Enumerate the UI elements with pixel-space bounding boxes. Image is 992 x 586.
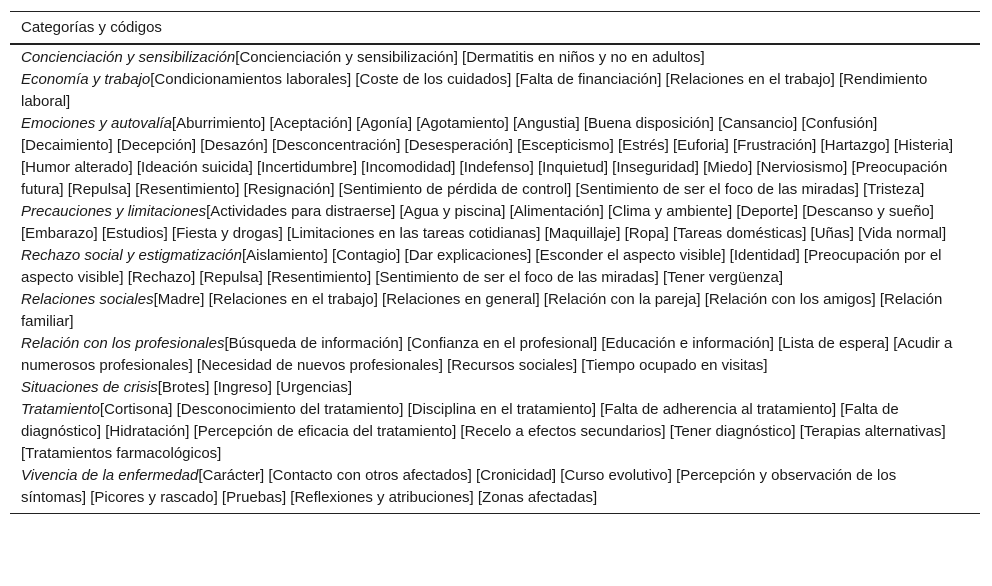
category-codes: [Concienciación y sensibilización] [Dermatitis en niños y no en adultos] (235, 49, 705, 66)
category-codes: [Aislamiento] [Contagio] [Dar explicaciones] [Esconder el aspecto visible] [Identidad] [Preocupación por el aspecto visible] [Rechazo] [Repulsa] [Resentimiento] [Sentimiento de ser el foco de las miradas] [Tener vergüenza] (21, 247, 942, 286)
table-row (10, 377, 980, 399)
table-row (10, 333, 980, 377)
table-row (10, 47, 980, 69)
category-name: Tratamiento (21, 401, 100, 418)
table-header: Categorías y códigos (10, 12, 980, 45)
categories-table (10, 11, 980, 514)
category-codes: [Carácter] [Contacto con otros afectados] [Cronicidad] [Curso evolutivo] [Percepción y observación de los síntomas] [Picores y rascado] [Pruebas] [Reflexiones y atribuciones] [Zonas afectadas] (21, 467, 897, 506)
category-codes: [Cortisona] [Desconocimiento del tratamiento] [Disciplina en el tratamiento] [Falta de adherencia al tratamiento] [Falta de diagnóstico] [Hidratación] [Percepción de eficacia del tratamiento] [Recelo a efectos secundarios] [Tener diagnóstico] [Terapias alternativas] [Tratamientos farmacológicos] (21, 401, 946, 462)
category-name: Relación con los profesionales (21, 335, 225, 352)
category-name: Vivencia de la enfermedad (21, 467, 199, 484)
category-codes: [Madre] [Relaciones en el trabajo] [Relaciones en general] [Relación con la pareja] [Relación con los amigos] [Relación familiar] (21, 291, 943, 330)
category-codes: [Búsqueda de información] [Confianza en el profesional] [Educación e información] [Lista de espera] [Acudir a numerosos profesionales] [Necesidad de nuevos profesionales] [Recursos sociales] [Tiempo ocupado en visitas] (21, 335, 953, 374)
category-name: Rechazo social y estigmatización (21, 247, 242, 264)
category-codes: [Condicionamientos laborales] [Coste de los cuidados] [Falta de financiación] [Relaciones en el trabajo] [Rendimiento laboral] (21, 71, 928, 110)
category-name: Concienciación y sensibilización (21, 49, 236, 66)
category-name: Precauciones y limitaciones (21, 203, 207, 220)
table-row (10, 69, 980, 113)
table-row (10, 399, 980, 465)
table-row (10, 201, 980, 245)
category-name: Emociones y autovalía (21, 115, 172, 132)
category-codes: [Aburrimiento] [Aceptación] [Agonía] [Agotamiento] [Angustia] [Buena disposición] [Cansancio] [Confusión] [Decaimiento] [Decepción] [Desazón] [Desconcentración] [Desesperación] [Escepticismo] [Estrés] [Euforia] [Frustración] [Hartazgo] [Histeria] [Humor alterado] [Ideación suicida] [Incertidumbre] [Incomodidad] [Indefenso] [Inquietud] [Inseguridad] [Miedo] [Nerviosismo] [Preocupación futura] [Repulsa] [Resentimiento] [Resignación] [Sentimiento de pérdida de control] [Sentimiento de ser el foco de las miradas] [Tristeza] (21, 115, 954, 198)
category-name: Economía y trabajo (21, 71, 151, 88)
table-body (10, 45, 980, 513)
table-row (10, 289, 980, 333)
category-name: Relaciones sociales (21, 291, 154, 308)
category-codes: [Actividades para distraerse] [Agua y piscina] [Alimentación] [Clima y ambiente] [Deporte] [Descanso y sueño] [Embarazo] [Estudios] [Fiesta y drogas] [Limitaciones en las tareas cotidianas] [Maquillaje] [Ropa] [Tareas domésticas] [Uñas] [Vida normal] (21, 203, 947, 242)
table-row (10, 113, 980, 201)
table-row (10, 465, 980, 509)
category-codes: [Brotes] [Ingreso] [Urgencias] (157, 379, 352, 396)
table-row (10, 245, 980, 289)
category-name: Situaciones de crisis (21, 379, 158, 396)
